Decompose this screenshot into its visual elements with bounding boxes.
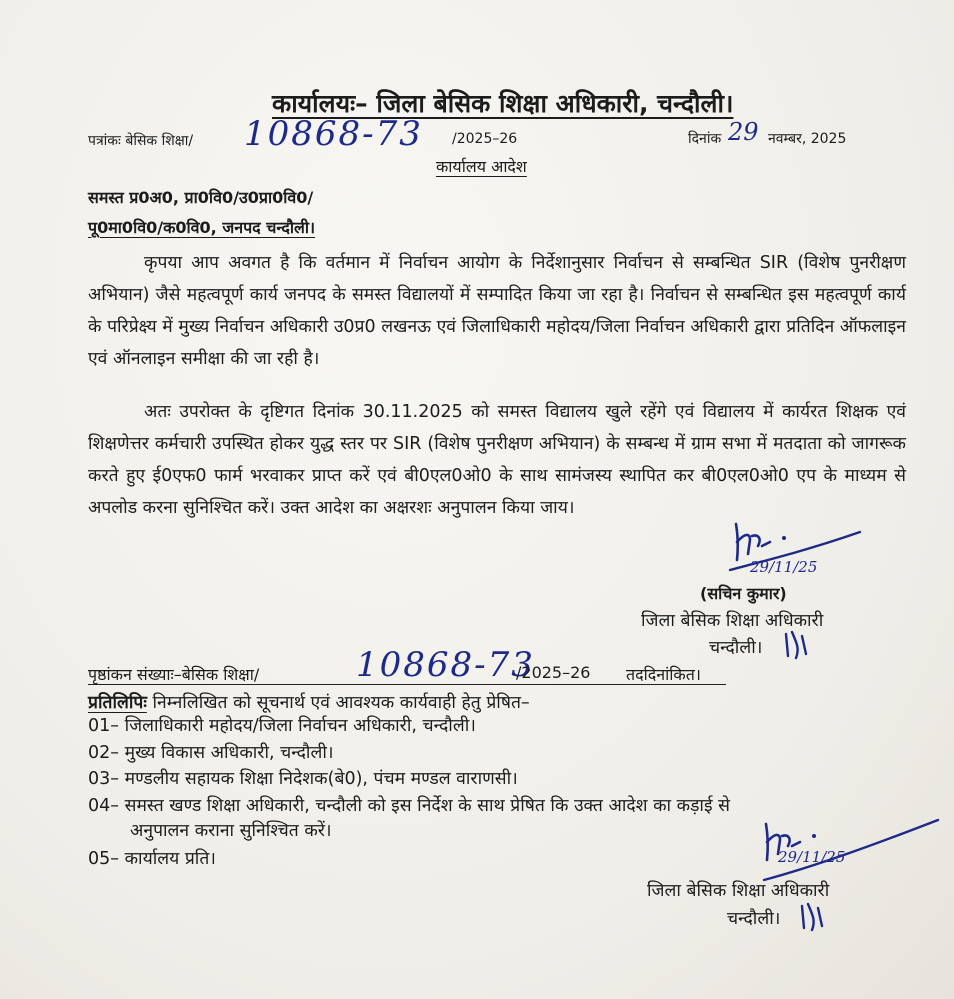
copy-item-1 [88,713,476,737]
ref-label: पत्रांकः बेसिक शिक्षा/ [88,133,194,149]
date-day-handwritten: 29 [728,118,759,146]
date-label: दिनांक [688,131,722,147]
signature-1-designation: जिला बेसिक शिक्षा अधिकारी [641,611,824,631]
copy-item-3-text: मण्डलीय सहायक शिक्षा निदेशक(बे0), पंचम मण्डल वाराणसी। [124,769,518,789]
signature-2-date: 29/11/25 [778,848,846,866]
endorsement-label: पृष्ठांकन संख्याः–बेसिक शिक्षा/ [88,665,260,684]
copy-line [88,690,530,714]
order-title: कार्यालय आदेश [436,157,527,176]
copy-item-5-text: कार्यालय प्रति। [124,849,216,869]
copy-item-4-no: 04– [88,796,120,816]
recipients-line-1: समस्त प्र0अ0, प्रा0वि0/उ0प्रा0वि0/ [88,188,314,207]
copy-item-2-no: 02– [88,743,120,763]
endorsement-dated: तददिनांकित। [626,665,701,684]
copy-item-3 [88,766,518,790]
body-paragraph-2: अतः उपरोक्त के दृष्टिगत दिनांक 30.11.2025 को समस्त विद्यालय खुले रहेंगे एवं विद्यालय में कार्यरत शिक्षक एवं शिक्षणेत्तर कर्मचारी उपस्थित होकर युद्ध स्तर पर SIR (विशेष पुनरीक्षण अभियान) के सम्बन्ध में ग्राम सभा में मतदाता को जागरूक करते हुए ई0एफ0 फार्म भरवाकर प्राप्त करें एवं बी0एल0ओ0 के साथ सामंजस्य स्थापित कर बी0एल0ओ0 एप के माध्यम से अपलोड करना सुनिश्चित करें। उक्त आदेश का अक्षरशः अनुपालन किया जाय। [88,402,906,518]
signature-1-mark-icon [782,628,822,664]
copy-label: प्रतिलिपिः [88,693,147,713]
copy-item-3-no: 03– [88,769,120,789]
signature-2-mark-icon [798,900,838,936]
endorsement-number-handwritten: 10868-73 [356,645,535,685]
copy-item-4-text: समस्त खण्ड शिक्षा अधिकारी, चन्दौली को इस निर्देश के साथ प्रेषित कि उक्त आदेश का कड़ाई से [124,796,730,816]
copy-text: निम्नलिखित को सूचनार्थ एवं आवश्यक कार्यवाही हेतु प्रेषित– [152,693,530,713]
body-paragraph-1: कृपया आप अवगत है कि वर्तमान में निर्वाचन आयोग के निर्देशानुसार निर्वाचन से सम्बन्धित SIR (विशेष पुनरीक्षण अभियान) जैसे महत्वपूर्ण कार्य जनपद के समस्त विद्यालयों में सम्पादित किया जा रहा है। निर्वाचन से सम्बन्धित इस महत्वपूर्ण कार्य के परिप्रेक्ष्य में मुख्य निर्वाचन अधिकारी उ0प्र0 लखनऊ एवं जिलाधिकारी महोदय/जिला निर्वाचन अधिकारी द्वारा प्रतिदिन ऑफलाइन एवं ऑनलाइन समीक्षा की जा रही है। [88,253,906,369]
copy-item-1-no: 01– [88,716,120,736]
endorsement-year: /2025–26 [516,663,591,682]
signature-1-place: चन्दौली। [709,638,763,658]
date-rest: नवम्बर, 2025 [768,131,847,147]
copy-item-5 [88,846,216,870]
office-title: कार्यालयः– जिला बेसिक शिक्षा अधिकारी, चन्दौली। [272,89,734,118]
signature-2-place: चन्दौली। [727,909,781,929]
copy-item-4-continuation: अनुपालन कराना सुनिश्चित करें। [130,821,332,841]
copy-item-5-no: 05– [88,849,120,869]
endorsement-underline [88,684,726,685]
ref-year: /2025–26 [452,131,518,147]
copy-item-2 [88,740,333,764]
copy-item-1-text: जिलाधिकारी महोदय/जिला निर्वाचन अधिकारी, चन्दौली। [124,716,476,736]
ref-number-handwritten: 10868-73 [244,114,423,154]
signature-1-name: (सचिन कुमार) [700,584,787,603]
signature-1-date: 29/11/25 [750,558,818,576]
recipients-line-2: पू0मा0वि0/क0वि0, जनपद चन्दौली। [88,218,316,237]
signature-2-designation: जिला बेसिक शिक्षा अधिकारी [647,881,830,901]
copy-item-2-text: मुख्य विकास अधिकारी, चन्दौली। [124,743,334,763]
copy-item-4 [88,793,730,817]
